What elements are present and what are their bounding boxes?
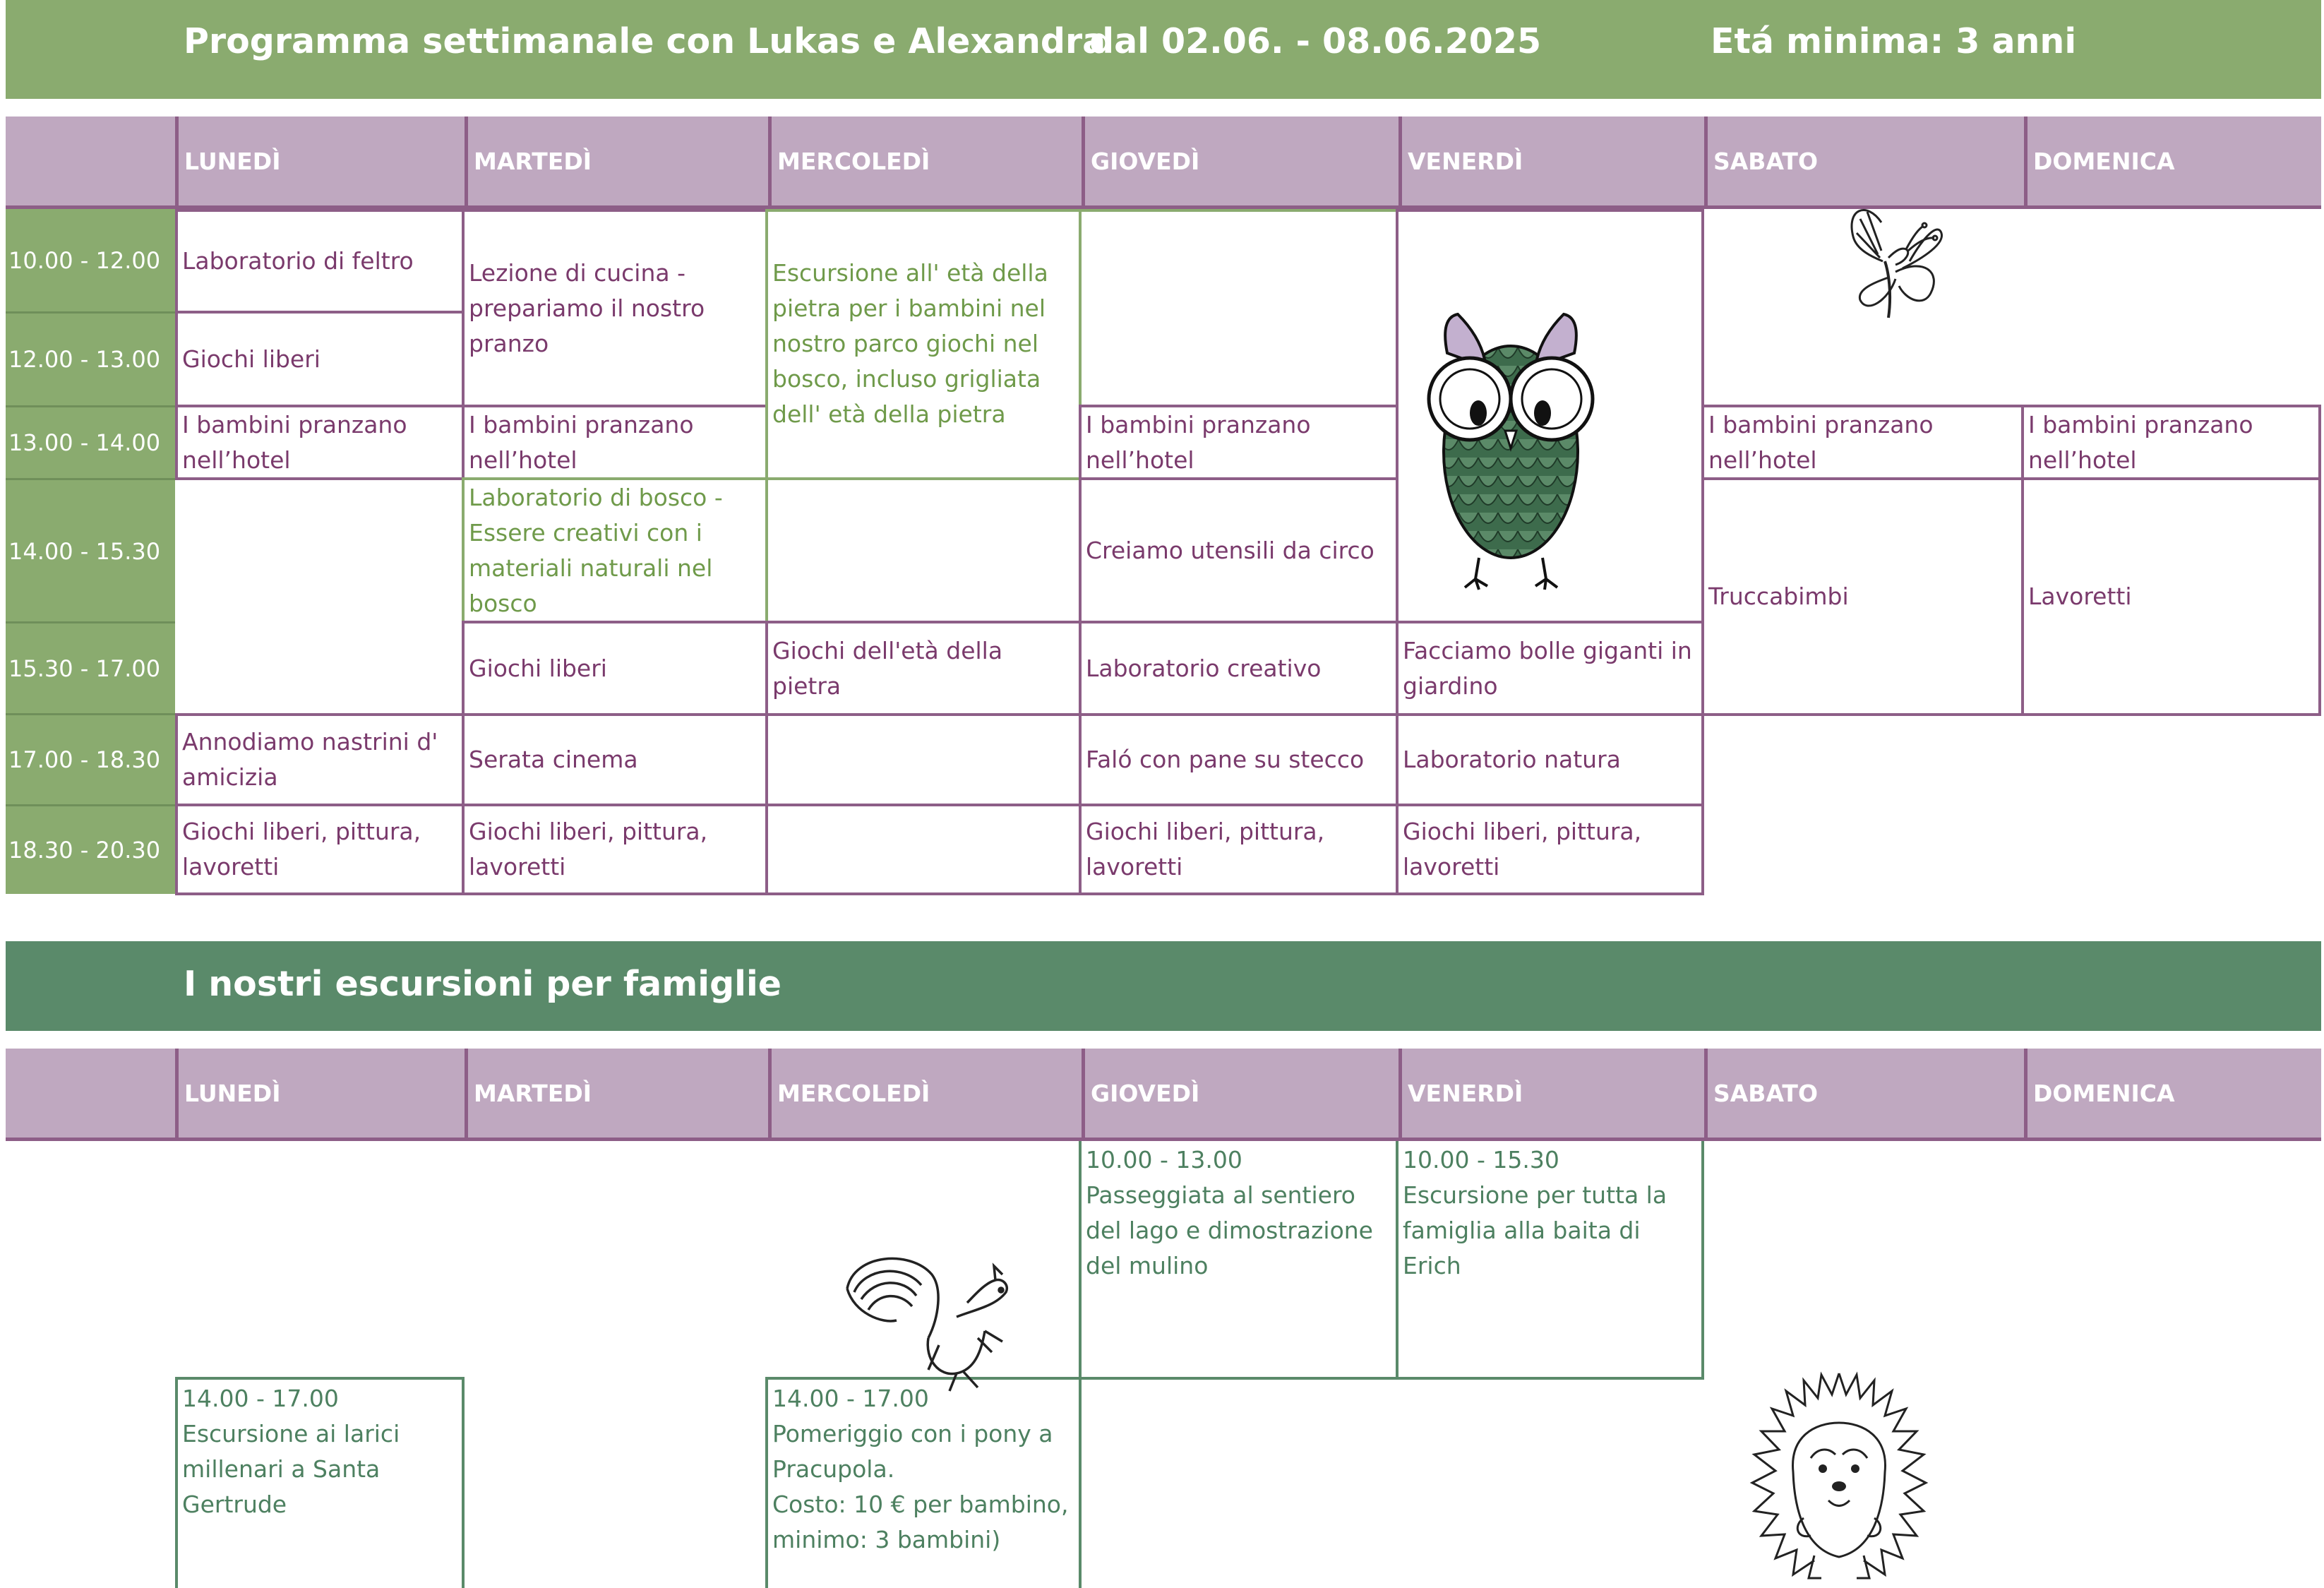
time-label: 15.30 - 17.00 xyxy=(8,655,161,682)
cell-wed-empty xyxy=(765,804,1082,895)
squirrel-icon xyxy=(833,1246,1038,1395)
day-header-fri: VENERDÌ xyxy=(1398,117,1704,205)
cell-mon-giochi: Giochi liberi xyxy=(175,311,465,407)
day-header-row xyxy=(6,117,2321,209)
time-label: 18.30 - 20.30 xyxy=(8,837,161,864)
family-cell-thu xyxy=(1079,1141,1398,1380)
cell-thu-circo: Creiamo utensili da circo xyxy=(1079,477,1398,623)
butterfly-icon xyxy=(1818,194,1959,335)
family-cell-fri xyxy=(1396,1141,1704,1380)
time-separator xyxy=(6,478,175,480)
time-label: 13.00 - 14.00 xyxy=(8,429,161,456)
family-time: 14.00 - 17.00 xyxy=(772,1385,929,1412)
family-cost: Costo: 10 € per bambino, minimo: 3 bambini) xyxy=(772,1491,1069,1553)
day-header-fri: VENERDÌ xyxy=(1398,1049,1704,1138)
time-label: 12.00 - 13.00 xyxy=(8,346,161,373)
cell-sat-pranzo: I bambini pranzano nell’hotel xyxy=(1701,405,2024,480)
day-header-sun: DOMENICA xyxy=(2024,1049,2321,1138)
time-label: 14.00 - 15.30 xyxy=(8,538,161,565)
family-text: Escursione ai larici millenari a Santa Gertrude xyxy=(182,1420,400,1518)
family-text: Passeggiata al sentiero del lago e dimostrazione del mulino xyxy=(1086,1181,1373,1279)
cell-tue-pranzo: I bambini pranzano nell’hotel xyxy=(462,405,768,480)
time-separator xyxy=(6,713,175,715)
family-time: 14.00 - 17.00 xyxy=(182,1385,339,1412)
day-header-mon: LUNEDÌ xyxy=(175,117,465,205)
cell-thu-sera: Giochi liberi, pittura, lavoretti xyxy=(1079,804,1398,895)
cell-tue-cinema: Serata cinema xyxy=(462,713,768,806)
day-header-tue: MARTEDÌ xyxy=(465,1049,768,1138)
family-cell-wed xyxy=(765,1377,1082,1588)
day-header-wed: MERCOLEDÌ xyxy=(768,1049,1082,1138)
cell-wed-empty xyxy=(765,713,1082,806)
cell-thu-falo: Faló con pane su stecco xyxy=(1079,713,1398,806)
families-band xyxy=(6,941,2321,1031)
time-label: 10.00 - 12.00 xyxy=(8,247,161,274)
cell-fri-sera: Giochi liberi, pittura, lavoretti xyxy=(1396,804,1704,895)
cell-sat-trucca: Truccabimbi xyxy=(1701,477,2024,716)
cell-sun-lavoretti: Lavoretti xyxy=(2021,477,2321,716)
cell-tue-cucina: Lezione di cucina - prepariamo il nostro pranzo xyxy=(462,209,768,407)
families-title: I nostri escursioni per famiglie xyxy=(184,964,781,1004)
day-header-thu: GIOVEDÌ xyxy=(1082,1049,1398,1138)
cell-tue-giochi: Giochi liberi xyxy=(462,621,768,716)
hedgehog-icon xyxy=(1744,1366,1934,1588)
family-time: 10.00 - 13.00 xyxy=(1086,1146,1242,1174)
time-label: 17.00 - 18.30 xyxy=(8,746,161,773)
cell-mon-feltro: Laboratorio di feltro xyxy=(175,209,465,314)
time-separator xyxy=(6,311,175,314)
family-time: 10.00 - 15.30 xyxy=(1403,1146,1559,1174)
day-header-mon: LUNEDÌ xyxy=(175,1049,465,1138)
time-separator xyxy=(6,804,175,806)
cell-wed-escursione: Escursione all' età della pietra per i bambini nel nostro parco giochi nel bosco, incluso grigliata dell' età della pietra xyxy=(765,209,1082,480)
cell-thu-pranzo: I bambini pranzano nell’hotel xyxy=(1079,405,1398,480)
cell-tue-sera: Giochi liberi, pittura, lavoretti xyxy=(462,804,768,895)
title-band xyxy=(6,0,2321,99)
day-header-wed: MERCOLEDÌ xyxy=(768,117,1082,205)
day-header-sun: DOMENICA xyxy=(2024,117,2321,205)
time-separator xyxy=(6,405,175,407)
min-age: Etá minima: 3 anni xyxy=(1711,21,2077,61)
cell-mon-nastrini: Annodiamo nastrini d' amicizia xyxy=(175,713,465,806)
families-day-header-row xyxy=(6,1049,2321,1141)
owl-icon xyxy=(1419,311,1603,593)
family-text: Pomeriggio con i pony a Pracupola. xyxy=(772,1420,1053,1483)
day-header-sat: SABATO xyxy=(1704,117,2024,205)
page-title: Programma settimanale con Lukas e Alexandra xyxy=(184,21,1106,61)
date-range: dal 02.06. - 08.06.2025 xyxy=(1089,21,1542,61)
cell-wed-giochi: Giochi dell'età della pietra xyxy=(765,621,1082,716)
day-header-sat: SABATO xyxy=(1704,1049,2024,1138)
cell-wed-empty xyxy=(765,477,1082,623)
cell-fri-natura: Laboratorio natura xyxy=(1396,713,1704,806)
family-text: Escursione per tutta la famiglia alla baita di Erich xyxy=(1403,1181,1667,1279)
cell-sun-pranzo: I bambini pranzano nell’hotel xyxy=(2021,405,2321,480)
cell-mon-sera: Giochi liberi, pittura, lavoretti xyxy=(175,804,465,895)
cell-thu-creativo: Laboratorio creativo xyxy=(1079,621,1398,716)
cell-mon-pranzo: I bambini pranzano nell’hotel xyxy=(175,405,465,480)
cell-tue-bosco: Laboratorio di bosco - Essere creativi con i materiali naturali nel bosco xyxy=(462,477,768,623)
day-header-thu: GIOVEDÌ xyxy=(1082,117,1398,205)
family-cell-mon xyxy=(175,1377,465,1588)
cell-fri-bolle: Facciamo bolle giganti in giardino xyxy=(1396,621,1704,716)
time-separator xyxy=(6,621,175,623)
cell-thu-empty xyxy=(1079,209,1398,407)
day-header-tue: MARTEDÌ xyxy=(465,117,768,205)
